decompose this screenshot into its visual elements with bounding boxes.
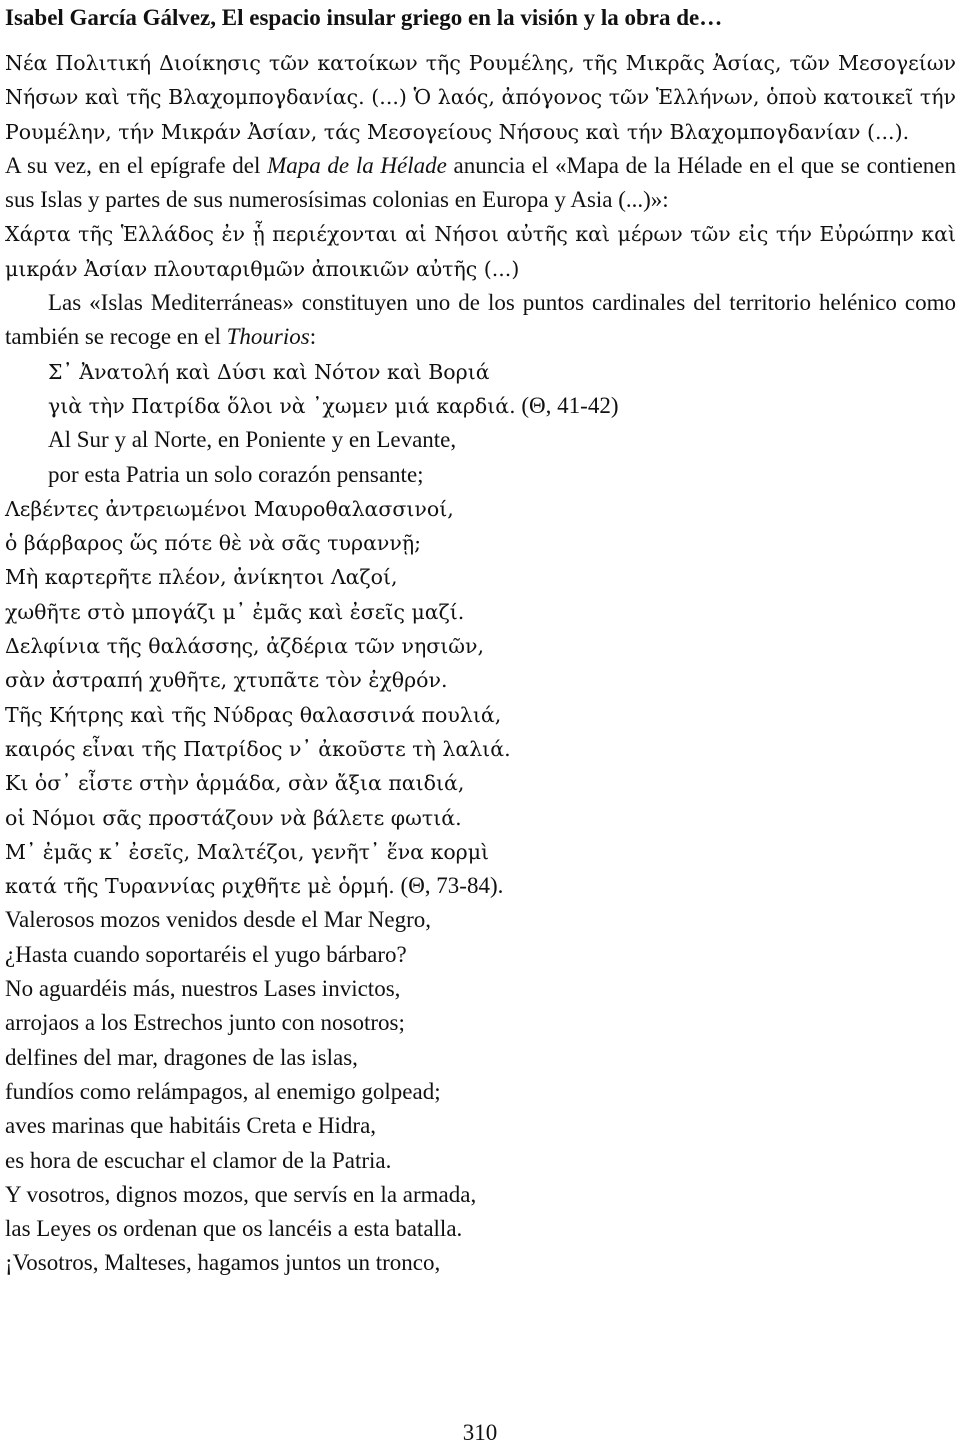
poem-line: οἱ Νόμοι σᾶς προστάζουν νὰ βάλετε φωτιά.	[5, 805, 462, 830]
poem-line: arrojaos a los Estrechos junto con nosotros;	[5, 1010, 405, 1036]
poem-stanza-greek	[5, 355, 956, 424]
poem-line	[5, 869, 956, 903]
poem-stanza-spanish	[5, 423, 956, 492]
poem-line: Κι ὁσ᾽ εἶστε στὴν ἁρμάδα, σὰν ἄξια παιδιά,	[5, 771, 465, 796]
page-number: 310	[462, 1420, 498, 1445]
text-run: A su vez, en el epígrafe del	[5, 152, 268, 178]
poem-line: καιρός εἶναι τῆς Πατρίδος ν᾽ ἀκοῦστε τὴ λαλιά.	[5, 736, 511, 761]
poem-line: es hora de escuchar el clamor de la Patria.	[5, 1147, 392, 1173]
running-header: Isabel García Gálvez, El espacio insular griego en la visión y la obra de…	[5, 5, 723, 30]
poem-line: Δελφίνια τῆς θαλάσσης, ἀζδέρια τῶν νησιῶν,	[5, 634, 484, 659]
italic-title: Thourios	[226, 324, 310, 350]
greek-quotation-paragraph: Χάρτα τῆς Ἑλλάδος ἐν ᾗ περιέχονται αἱ Νήσοι αὐτῆς καὶ μέρων τῶν εἰς τήν Εὐρώπην καὶ μικράν Ἀσίαν πλουταριθμῶν ἀποικιῶν αὐτῆς (...)	[5, 222, 956, 281]
poem-line: Al Sur y al Norte, en Poniente y en Levante,	[48, 427, 457, 453]
poem-stanza-spanish	[5, 903, 956, 1280]
poem-line: delfines del mar, dragones de las islas,	[5, 1044, 358, 1070]
poem-stanza-greek	[5, 492, 956, 904]
poem-line: ¿Hasta cuando soportaréis el yugo bárbaro?	[5, 941, 407, 967]
poem-line: Τῆς Κήτρης καὶ τῆς Νύδρας θαλασσινά πουλιά,	[5, 702, 502, 727]
poem-line: Μ᾽ ἐμᾶς κ᾽ ἐσεῖς, Μαλτέζοι, γενῆτ᾽ ἕνα κορμὶ	[5, 839, 490, 864]
text-run: anuncia el «Mapa de la Hélade en el que se contienen sus Islas y partes de sus numerosísimas colonias en Europa y Asia (...)»:	[5, 152, 956, 213]
poem-line: Y vosotros, dignos mozos, que servís en la armada,	[5, 1181, 477, 1207]
poem-line: ὁ βάρβαρος ὥς πότε θὲ νὰ σᾶς τυραννῇ;	[5, 531, 422, 556]
poem-line: σὰν ἀστραπή χυθῆτε, χτυπᾶτε τὸν ἐχθρόν.	[5, 668, 448, 693]
text-run: Las «Islas Mediterráneas» constituyen uno de los puntos cardinales del territorio helénico como también se recoge en el	[5, 290, 956, 350]
poem-line: ¡Vosotros, Malteses, hagamos juntos un tronco,	[5, 1250, 441, 1276]
page-body	[5, 46, 956, 1281]
poem-line: las Leyes os ordenan que os lancéis a esta batalla.	[5, 1216, 463, 1242]
poem-line-text: κατά τῆς Τυραννίας ριχθῆτε μὲ ὁρμή.	[5, 874, 395, 899]
body-paragraph	[5, 149, 956, 218]
verse-reference: (Θ, 41-42)	[515, 392, 619, 418]
body-paragraph	[5, 286, 956, 355]
verse-reference: (Θ, 73-84).	[394, 873, 504, 899]
italic-title: Mapa de la Hélade	[267, 152, 447, 178]
text-run: :	[309, 324, 317, 350]
poem-line: No aguardéis más, nuestros Lases invictos,	[5, 976, 401, 1002]
poem-line: Μὴ καρτερῆτε πλέον, ἀνίκητοι Λαζοί,	[5, 565, 398, 590]
poem-line: Valerosos mozos venidos desde el Mar Negro,	[5, 907, 432, 933]
poem-line: aves marinas que habitáis Creta e Hidra,	[5, 1113, 377, 1139]
poem-line	[5, 389, 956, 423]
poem-line-text: γιὰ τὴν Πατρίδα ὅλοι νὰ ᾽χωμεν μιά καρδιά.	[48, 393, 516, 418]
poem-line: Λεβέντες ἀντρειωμένοι Μαυροθαλασσινοί,	[5, 496, 454, 521]
poem-line: fundíos como relámpagos, al enemigo golpead;	[5, 1078, 441, 1104]
poem-line: χωθῆτε στὸ μπογάζι μ᾽ ἐμᾶς καὶ ἐσεῖς μαζί.	[5, 599, 465, 624]
poem-line: Σ᾽ Ἀνατολή καὶ Δύσι καὶ Νότον καὶ Βοριά	[48, 359, 490, 384]
poem-line: por esta Patria un solo corazón pensante;	[48, 461, 424, 487]
greek-quotation-paragraph: Νέα Πολιτική Διοίκησις τῶν κατοίκων τῆς Ρουμέλης, τῆς Μικρᾶς Ἀσίας, τῶν Μεσογείων Νήσων καὶ τῆς Βλαχομπογδανίας. (...) Ὁ λαός, ἀπόγονος τῶν Ἑλλήνων, ὁποὺ κατοικεῖ τήν Ρουμέλην, τήν Μικράν Ἀσίαν, τάς Μεσογείους Νήσους καὶ τήν Βλαχομπογδανίαν (...).	[5, 51, 956, 144]
